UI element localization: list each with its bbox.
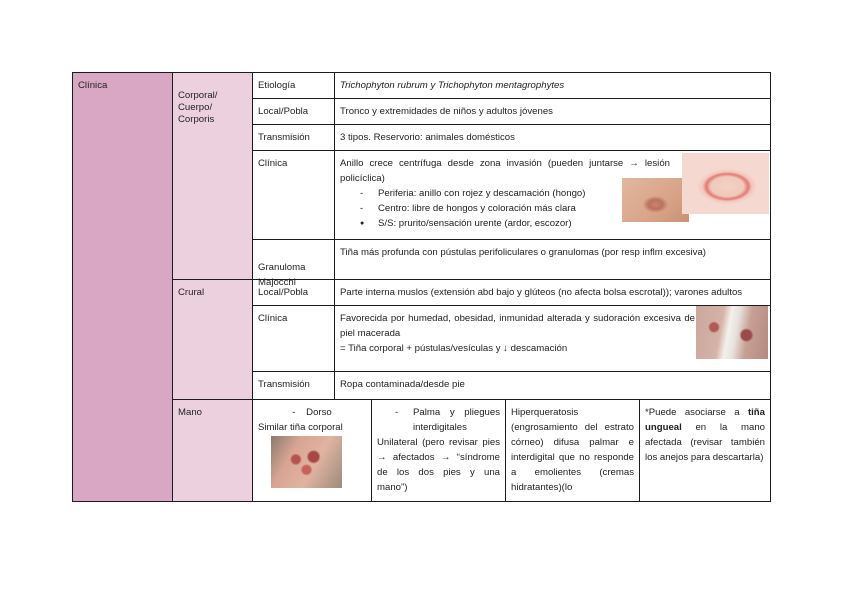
mano-palma-title: Palma y pliegues interdigitales bbox=[413, 407, 500, 433]
corporal-clinica-label-cell bbox=[252, 150, 334, 239]
corporal-clinica-intro: Anillo crece centrífuga desde zona invasión (pueden juntarse → lesión policíclica) bbox=[340, 158, 670, 184]
mano-palma-marker: - bbox=[395, 407, 399, 418]
mano-group-cell bbox=[172, 399, 252, 502]
crural-group-cell bbox=[172, 279, 252, 399]
clinica-item bbox=[340, 186, 648, 201]
etiologia-value-cell bbox=[334, 72, 771, 98]
crural-local-value-cell bbox=[334, 279, 771, 305]
mano-dorso-title-line bbox=[258, 405, 366, 420]
crural-local-label: Local/Pobla bbox=[258, 287, 309, 298]
corporal-local-value: Tronco y extremidades de niños y adultos jóvenes bbox=[340, 106, 553, 117]
clinica-item-text: Centro: libre de hongos y coloración más clara bbox=[378, 203, 576, 214]
clinical-table bbox=[72, 72, 771, 502]
clinica-item-text: S/S: prurito/sensación urente (ardor, escozor) bbox=[378, 218, 572, 229]
corporal-local-label: Local/Pobla bbox=[258, 106, 309, 117]
mano-dorso-text: Similar tiña corporal bbox=[258, 422, 343, 433]
granuloma-value-cell bbox=[334, 239, 771, 279]
clinica-item-marker: - bbox=[360, 188, 364, 199]
corporal-local-label-cell bbox=[252, 98, 334, 124]
tinea-cruris-photo bbox=[696, 306, 768, 359]
clinica-label: Clínica bbox=[78, 80, 108, 91]
corporal-transmision-value: 3 tipos. Reservorio: animales domésticos bbox=[340, 132, 515, 143]
mano-palma-text: Unilateral (pero revisar pies → afectados → “síndrome de los dos pies y una mano”) bbox=[377, 437, 500, 493]
tinea-manuum-photo bbox=[271, 436, 342, 488]
clinica-item-marker: ● bbox=[360, 220, 365, 227]
crural-clinica-line1: Favorecida por humedad, obesidad, inmunidad alterada y sudoración excesiva de piel macerada bbox=[340, 313, 695, 339]
crural-local-value: Parte interna muslos (extensión abd bajo y glúteos (no afecta bolsa escrotal)); varones adultos bbox=[340, 287, 743, 298]
crural-local-label-cell bbox=[252, 279, 334, 305]
crural-clinica-label: Clínica bbox=[258, 313, 288, 324]
corporal-group-cell bbox=[172, 72, 252, 279]
corporal-transmision-value-cell bbox=[334, 124, 771, 150]
etiologia-label: Etiología bbox=[258, 80, 296, 91]
granuloma-label-cell bbox=[252, 239, 334, 288]
crural-transmision-value-cell bbox=[334, 371, 771, 399]
mano-hiperqueratosis-cell bbox=[505, 399, 639, 502]
crural-transmision-value: Ropa contaminada/desde pie bbox=[340, 379, 465, 390]
tinea-corporis-ring-photo bbox=[682, 153, 769, 214]
mano-palma-title-line bbox=[377, 405, 500, 435]
crural-transmision-label: Transmisión bbox=[258, 379, 310, 390]
tinea-corporis-photo-small bbox=[622, 178, 689, 222]
mano-ungueal-cell bbox=[639, 399, 771, 502]
clinica-item-marker: - bbox=[360, 203, 364, 214]
crural-label: Crural bbox=[178, 287, 205, 298]
etiologia-species-b: Trichophyton mentagrophytes bbox=[437, 80, 565, 91]
clinica-item bbox=[340, 216, 648, 231]
crural-clinica-label-cell bbox=[252, 305, 334, 371]
mano-ungueal-post: en la mano afectada (revisar también los anejos para descartarla) bbox=[645, 422, 765, 463]
corporal-transmision-label: Transmisión bbox=[258, 132, 310, 143]
corporal-label: Corporal/ Cuerpo/ Corporis bbox=[178, 90, 218, 125]
mano-label: Mano bbox=[178, 407, 202, 418]
crural-clinica-line2: = Tiña corporal + pústulas/vesículas y ↓ descamación bbox=[340, 343, 568, 354]
etiologia-label-cell bbox=[252, 72, 334, 98]
corporal-local-value-cell bbox=[334, 98, 771, 124]
mano-ungueal-bold: tiña ungueal bbox=[645, 407, 765, 433]
corporal-transmision-label-cell bbox=[252, 124, 334, 150]
mano-palma-cell bbox=[371, 399, 505, 502]
clinica-item bbox=[340, 201, 648, 216]
granuloma-label: Granuloma Majocchi bbox=[258, 262, 306, 288]
clinica-item-text: Periferia: anillo con rojez y descamación (hongo) bbox=[378, 188, 586, 199]
granuloma-value: Tiña más profunda con pústulas perifoliculares o granulomas (por resp inflm excesiva) bbox=[340, 247, 706, 258]
clinica-header-cell bbox=[72, 72, 172, 502]
mano-dorso-marker: - bbox=[292, 407, 296, 418]
mano-dorso-title: Dorso bbox=[306, 407, 332, 418]
crural-transmision-label-cell bbox=[252, 371, 334, 399]
mano-ungueal-text bbox=[645, 405, 765, 465]
etiologia-connector: y bbox=[427, 80, 438, 91]
corporal-clinica-label: Clínica bbox=[258, 158, 288, 169]
mano-hiperqueratosis-text: Hiperqueratosis (engrosamiento del estrato córneo) difusa palmar e interdigital que no responde a emolientes (cremas hidratantes)(lo bbox=[511, 407, 634, 493]
mano-ungueal-pre: *Puede asociarse a bbox=[645, 407, 748, 418]
etiologia-species-a: Trichophyton rubrum bbox=[340, 80, 428, 91]
